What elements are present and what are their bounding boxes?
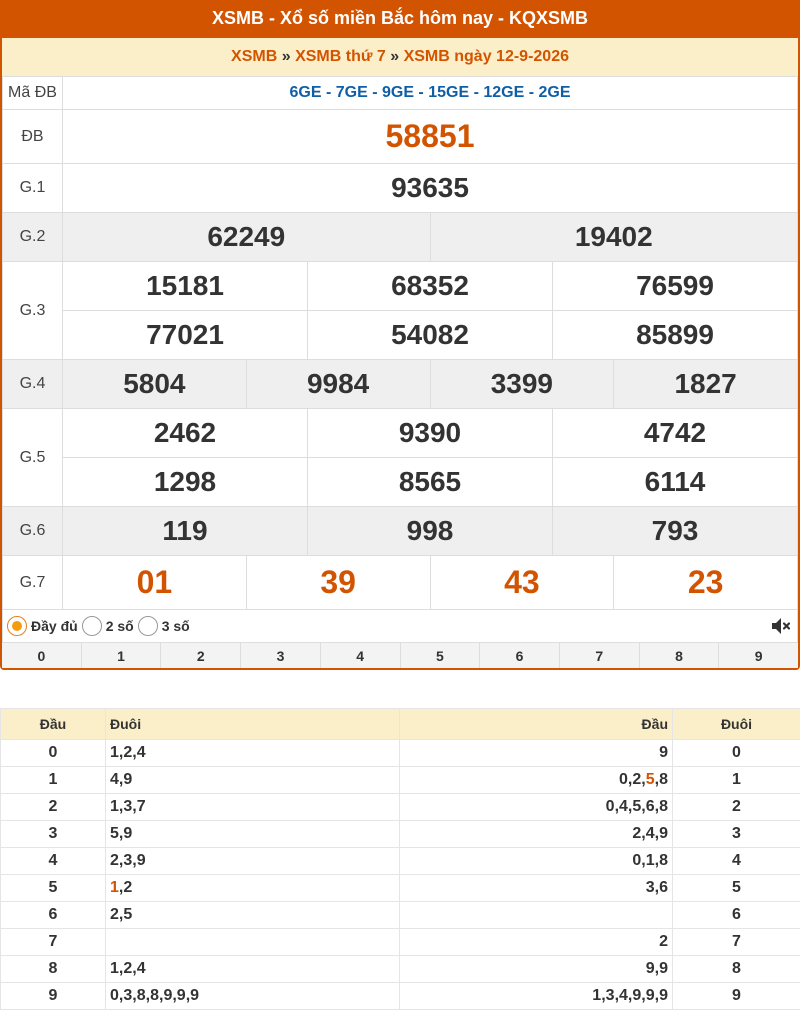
loto-tail-digit: 5 xyxy=(673,875,800,902)
loto-digit: 2 xyxy=(123,744,133,761)
loto-digit: 4 xyxy=(110,771,119,788)
label-g2: G.2 xyxy=(3,213,63,262)
loto-digit: 2 xyxy=(110,906,119,923)
loto-head-digit: 9 xyxy=(1,983,106,1010)
loto-digit: 1 xyxy=(110,798,119,815)
prize-g7: 23 xyxy=(614,556,798,610)
option-three-digits[interactable] xyxy=(138,616,190,636)
header-dau: Đầu xyxy=(1,709,106,740)
option-two-label: 2 số xyxy=(105,618,134,634)
digit-filter-3[interactable]: 3 xyxy=(240,643,320,668)
prize-g5: 9390 xyxy=(308,409,553,458)
digit-filter-bar xyxy=(2,642,798,668)
loto-digit: 9 xyxy=(645,960,655,977)
radio-three-digits[interactable] xyxy=(138,616,158,636)
loto-tail-digit: 2 xyxy=(673,794,800,821)
prize-g2: 62249 xyxy=(63,213,431,262)
digit-filter-7[interactable]: 7 xyxy=(559,643,639,668)
prize-g6: 119 xyxy=(63,507,308,556)
loto-header-row xyxy=(1,709,800,740)
label-g1: G.1 xyxy=(3,164,63,213)
loto-row xyxy=(1,767,800,794)
label-g4: G.4 xyxy=(3,360,63,409)
loto-tail-digit: 7 xyxy=(673,929,800,956)
row-g3 xyxy=(3,311,798,360)
loto-digit: 9 xyxy=(123,825,133,842)
row-g6 xyxy=(3,507,798,556)
loto-digit: 8 xyxy=(136,987,146,1004)
loto-digit: 4 xyxy=(136,744,146,761)
prize-g6: 998 xyxy=(308,507,553,556)
display-options xyxy=(2,610,798,642)
loto-head-list: 1,3,4,9,9,9 xyxy=(400,983,673,1010)
loto-head-digit: 3 xyxy=(1,821,106,848)
loto-digit: 0 xyxy=(619,771,628,788)
option-two-digits[interactable] xyxy=(82,616,134,636)
loto-digit: 2 xyxy=(659,933,668,950)
loto-head-digit: 6 xyxy=(1,902,106,929)
loto-digit: 9 xyxy=(659,744,668,761)
breadcrumb-xsmb[interactable]: XSMB xyxy=(231,48,278,65)
loto-digit: 6 xyxy=(645,798,655,815)
digit-filter-2[interactable]: 2 xyxy=(160,643,240,668)
loto-digit: 9 xyxy=(136,852,146,869)
loto-head-list: 0,2,5,8 xyxy=(400,767,673,794)
loto-table xyxy=(0,708,800,1010)
loto-head-digit: 5 xyxy=(1,875,106,902)
prize-g7: 01 xyxy=(63,556,247,610)
digit-filter-8[interactable]: 8 xyxy=(639,643,719,668)
prize-g2: 19402 xyxy=(430,213,798,262)
loto-tail-list: 1,2,4 xyxy=(106,740,400,767)
loto-digit: 5 xyxy=(123,906,133,923)
label-g5: G.5 xyxy=(3,409,63,507)
loto-digit: 9 xyxy=(123,771,133,788)
loto-row xyxy=(1,875,800,902)
speaker-muted-icon[interactable] xyxy=(769,614,793,638)
prize-g3: 85899 xyxy=(553,311,798,360)
loto-digit: 9 xyxy=(659,987,668,1004)
prize-g4: 3399 xyxy=(430,360,614,409)
digit-filter-6[interactable]: 6 xyxy=(479,643,559,668)
loto-row xyxy=(1,929,800,956)
loto-head-digit: 7 xyxy=(1,929,106,956)
label-ma-db: Mã ĐB xyxy=(3,77,63,110)
label-db: ĐB xyxy=(3,110,63,164)
loto-digit: 0 xyxy=(110,987,119,1004)
breadcrumb-xsmb-saturday[interactable]: XSMB thứ 7 xyxy=(295,48,386,65)
loto-row xyxy=(1,821,800,848)
loto-digit: 3 xyxy=(123,798,133,815)
loto-tail-digit: 6 xyxy=(673,902,800,929)
prize-g1: 93635 xyxy=(63,164,798,213)
header-dau: Đầu xyxy=(400,709,673,740)
page-title: XSMB - Xổ số miền Bắc hôm nay - KQXSMB xyxy=(0,0,800,38)
loto-row xyxy=(1,956,800,983)
loto-tail-digit: 4 xyxy=(673,848,800,875)
loto-digit: 5 xyxy=(110,825,119,842)
loto-tail-list: 5,9 xyxy=(106,821,400,848)
breadcrumb-separator: » xyxy=(281,48,291,65)
loto-head-list: 0,4,5,6,8 xyxy=(400,794,673,821)
row-g1 xyxy=(3,164,798,213)
row-g4 xyxy=(3,360,798,409)
digit-filter-0[interactable]: 0 xyxy=(37,648,46,664)
loto-row xyxy=(1,983,800,1010)
prize-g7: 43 xyxy=(430,556,614,610)
loto-digit: 6 xyxy=(659,879,668,896)
row-g2 xyxy=(3,213,798,262)
option-full-label: Đầy đủ xyxy=(31,618,78,634)
loto-digit: 8 xyxy=(659,852,668,869)
loto-head-digit: 8 xyxy=(1,956,106,983)
loto-tail-list xyxy=(106,929,400,956)
row-g7 xyxy=(3,556,798,610)
digit-filter-5[interactable]: 5 xyxy=(400,643,480,668)
row-ma-db xyxy=(3,77,798,110)
loto-digit: 5 xyxy=(645,771,655,788)
label-g3: G.3 xyxy=(3,262,63,360)
prize-g5: 1298 xyxy=(63,458,308,507)
loto-digit: 2 xyxy=(110,852,119,869)
loto-digit: 1 xyxy=(645,852,655,869)
loto-head-list: 9,9 xyxy=(400,956,673,983)
loto-tail-digit: 9 xyxy=(673,983,800,1010)
loto-digit: 9 xyxy=(632,987,642,1004)
loto-head-digit: 1 xyxy=(1,767,106,794)
loto-digit: 4 xyxy=(645,825,655,842)
loto-digit: 2 xyxy=(123,879,133,896)
loto-head-list xyxy=(400,902,673,929)
loto-row xyxy=(1,902,800,929)
loto-head-list xyxy=(400,740,673,767)
loto-tail-list: 1,2,4 xyxy=(106,956,400,983)
row-g5 xyxy=(3,409,798,458)
loto-tail-digit: 1 xyxy=(673,767,800,794)
prize-g5: 8565 xyxy=(308,458,553,507)
loto-row xyxy=(1,794,800,821)
ma-db-value: 6GE - 7GE - 9GE - 15GE - 12GE - 2GE xyxy=(63,77,798,110)
loto-digit: 3 xyxy=(123,987,133,1004)
breadcrumb-separator: » xyxy=(390,48,400,65)
loto-digit: 3 xyxy=(123,852,133,869)
header-duoi: Đuôi xyxy=(673,709,800,740)
loto-tail-list: 1,2 xyxy=(106,875,400,902)
loto-digit: 9 xyxy=(163,987,173,1004)
loto-head-digit: 0 xyxy=(1,740,106,767)
loto-digit: 9 xyxy=(659,825,668,842)
breadcrumb xyxy=(2,38,798,76)
loto-digit: 2 xyxy=(123,960,133,977)
loto-digit: 2 xyxy=(632,771,642,788)
loto-row xyxy=(1,848,800,875)
prize-g3: 76599 xyxy=(553,262,798,311)
digit-filter-4[interactable]: 4 xyxy=(320,643,400,668)
prize-g4: 5804 xyxy=(63,360,247,409)
loto-digit: 1 xyxy=(592,987,602,1004)
digit-filter-1[interactable]: 1 xyxy=(81,643,161,668)
row-g5 xyxy=(3,458,798,507)
option-three-label: 3 số xyxy=(161,618,190,634)
prize-g3: 77021 xyxy=(63,311,308,360)
loto-digit: 7 xyxy=(136,798,146,815)
label-g7: G.7 xyxy=(3,556,63,610)
loto-head-list xyxy=(400,929,673,956)
row-g3 xyxy=(3,262,798,311)
loto-digit: 9 xyxy=(176,987,186,1004)
prize-g7: 39 xyxy=(246,556,430,610)
loto-tail-list: 0,3,8,8,9,9,9 xyxy=(106,983,400,1010)
loto-digit: 4 xyxy=(619,798,628,815)
special-prize: 58851 xyxy=(63,110,798,164)
loto-digit: 4 xyxy=(136,960,146,977)
loto-head-digit: 4 xyxy=(1,848,106,875)
loto-digit: 3 xyxy=(645,879,655,896)
loto-digit: 3 xyxy=(605,987,615,1004)
loto-tail-list: 1,3,7 xyxy=(106,794,400,821)
breadcrumb-xsmb-date[interactable]: XSMB ngày 12-9-2026 xyxy=(403,48,569,65)
loto-digit: 0 xyxy=(632,852,642,869)
loto-digit: 8 xyxy=(659,771,668,788)
prize-g4: 9984 xyxy=(246,360,430,409)
prize-g3: 54082 xyxy=(308,311,553,360)
loto-tail-digit: 8 xyxy=(673,956,800,983)
prize-g5: 6114 xyxy=(553,458,798,507)
loto-digit: 1 xyxy=(110,879,119,896)
loto-tail-list: 4,9 xyxy=(106,767,400,794)
loto-digit: 0 xyxy=(605,798,615,815)
prize-g3: 68352 xyxy=(308,262,553,311)
loto-digit: 9 xyxy=(645,987,655,1004)
loto-row xyxy=(1,740,800,767)
loto-digit: 9 xyxy=(659,960,668,977)
loto-head-digit: 2 xyxy=(1,794,106,821)
prize-g3: 15181 xyxy=(63,262,308,311)
loto-head-list: 3,6 xyxy=(400,875,673,902)
prize-g4: 1827 xyxy=(614,360,798,409)
loto-tail-list: 2,5 xyxy=(106,902,400,929)
prize-g6: 793 xyxy=(553,507,798,556)
header-duoi: Đuôi xyxy=(106,709,400,740)
loto-digit: 4 xyxy=(619,987,628,1004)
loto-digit: 5 xyxy=(632,798,642,815)
prize-g5: 4742 xyxy=(553,409,798,458)
loto-digit: 8 xyxy=(659,798,668,815)
digit-filter-9[interactable]: 9 xyxy=(718,643,798,668)
loto-head-list: 2,4,9 xyxy=(400,821,673,848)
results-table xyxy=(2,76,798,610)
loto-tail-digit: 0 xyxy=(673,740,800,767)
prize-g5: 2462 xyxy=(63,409,308,458)
row-db xyxy=(3,110,798,164)
loto-digit: 9 xyxy=(190,987,200,1004)
loto-tail-digit: 3 xyxy=(673,821,800,848)
loto-digit: 1 xyxy=(110,744,119,761)
radio-two-digits[interactable] xyxy=(82,616,102,636)
loto-digit: 2 xyxy=(632,825,642,842)
loto-head-list: 0,1,8 xyxy=(400,848,673,875)
radio-full[interactable] xyxy=(7,616,27,636)
loto-tail-list: 2,3,9 xyxy=(106,848,400,875)
loto-digit: 8 xyxy=(150,987,159,1004)
loto-digit: 1 xyxy=(110,960,119,977)
option-full[interactable] xyxy=(7,616,78,636)
label-g6: G.6 xyxy=(3,507,63,556)
